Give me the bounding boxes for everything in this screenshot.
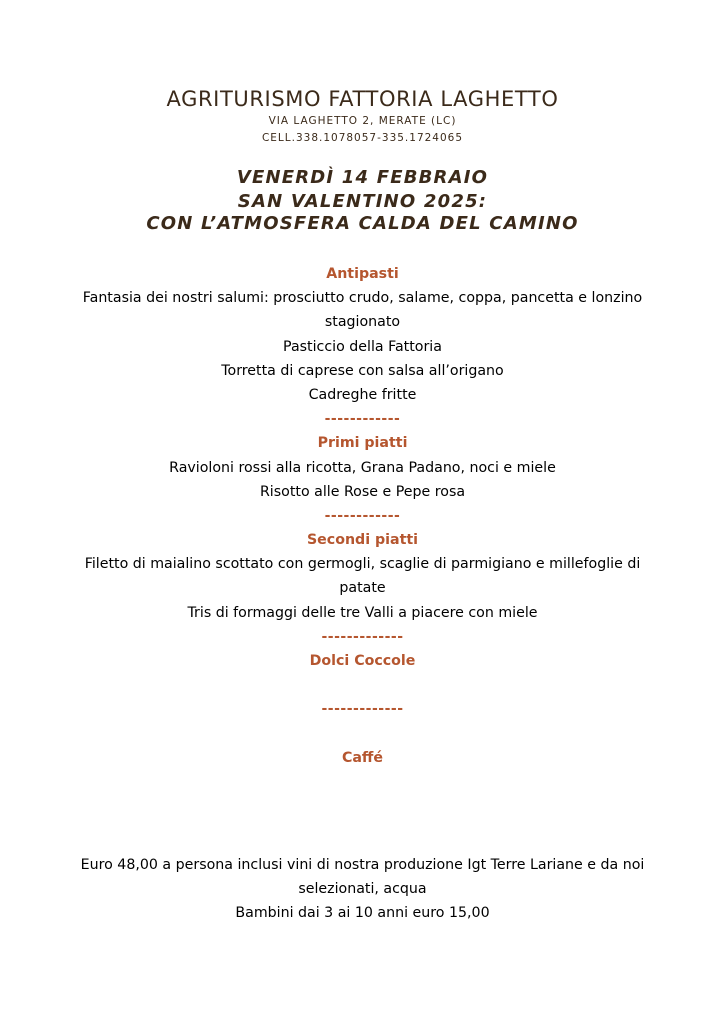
menu-item: Tris di formaggi delle tre Valli a piacere con miele — [187, 604, 538, 621]
section-heading-antipasti: Antipasti — [326, 266, 399, 282]
event-name: SAN VALENTINO 2025: — [237, 191, 488, 212]
section-separator: ------------ — [324, 507, 401, 524]
price-info: Euro 48,00 a persona inclusi vini di nostra produzione Igt Terre Lariane e da noi selezionati, acqua — [80, 857, 645, 898]
event-tagline: CON L’ATMOSFERA CALDA DEL CAMINO — [146, 213, 579, 234]
restaurant-phone: CELL.338.1078057-335.1724065 — [261, 132, 464, 144]
menu-item: Filetto di maialino scottato con germogli, scaglie di parmigiano e millefoglie di patate — [84, 556, 641, 597]
menu-item: Risotto alle Rose e Pepe rosa — [259, 483, 466, 500]
section-heading-dolci: Dolci Coccole — [309, 653, 416, 670]
menu-item: Fantasia dei nostri salumi: prosciutto crudo, salame, coppa, pancetta e lonzino stagionato — [82, 290, 643, 331]
event-date: VENERDÌ 14 FEBBRAIO — [236, 167, 489, 188]
menu-item: Torretta di caprese con salsa all’origano — [221, 362, 504, 379]
blank-line — [60, 673, 665, 697]
section-separator: ------------- — [321, 628, 404, 645]
section-heading-primi: Primi piatti — [317, 435, 408, 452]
price-footer — [60, 853, 665, 926]
blank-line — [60, 722, 665, 746]
section-separator: ------------- — [321, 701, 404, 718]
restaurant-name: AGRITURISMO FATTORIA LAGHETTO — [166, 87, 559, 111]
restaurant-address: VIA LAGHETTO 2, MERATE (LC) — [268, 115, 457, 127]
menu-item: Cadreghe fritte — [308, 386, 417, 403]
section-separator: ------------ — [324, 411, 401, 428]
menu-item: Ravioloni rossi alla ricotta, Grana Padano, noci e miele — [169, 459, 556, 476]
menu-body — [60, 262, 665, 770]
section-heading-caffe: Caffé — [341, 749, 384, 766]
menu-item: Pasticcio della Fattoria — [283, 338, 442, 355]
children-price: Bambini dai 3 ai 10 anni euro 15,00 — [235, 905, 490, 922]
section-heading-secondi: Secondi piatti — [306, 532, 419, 549]
